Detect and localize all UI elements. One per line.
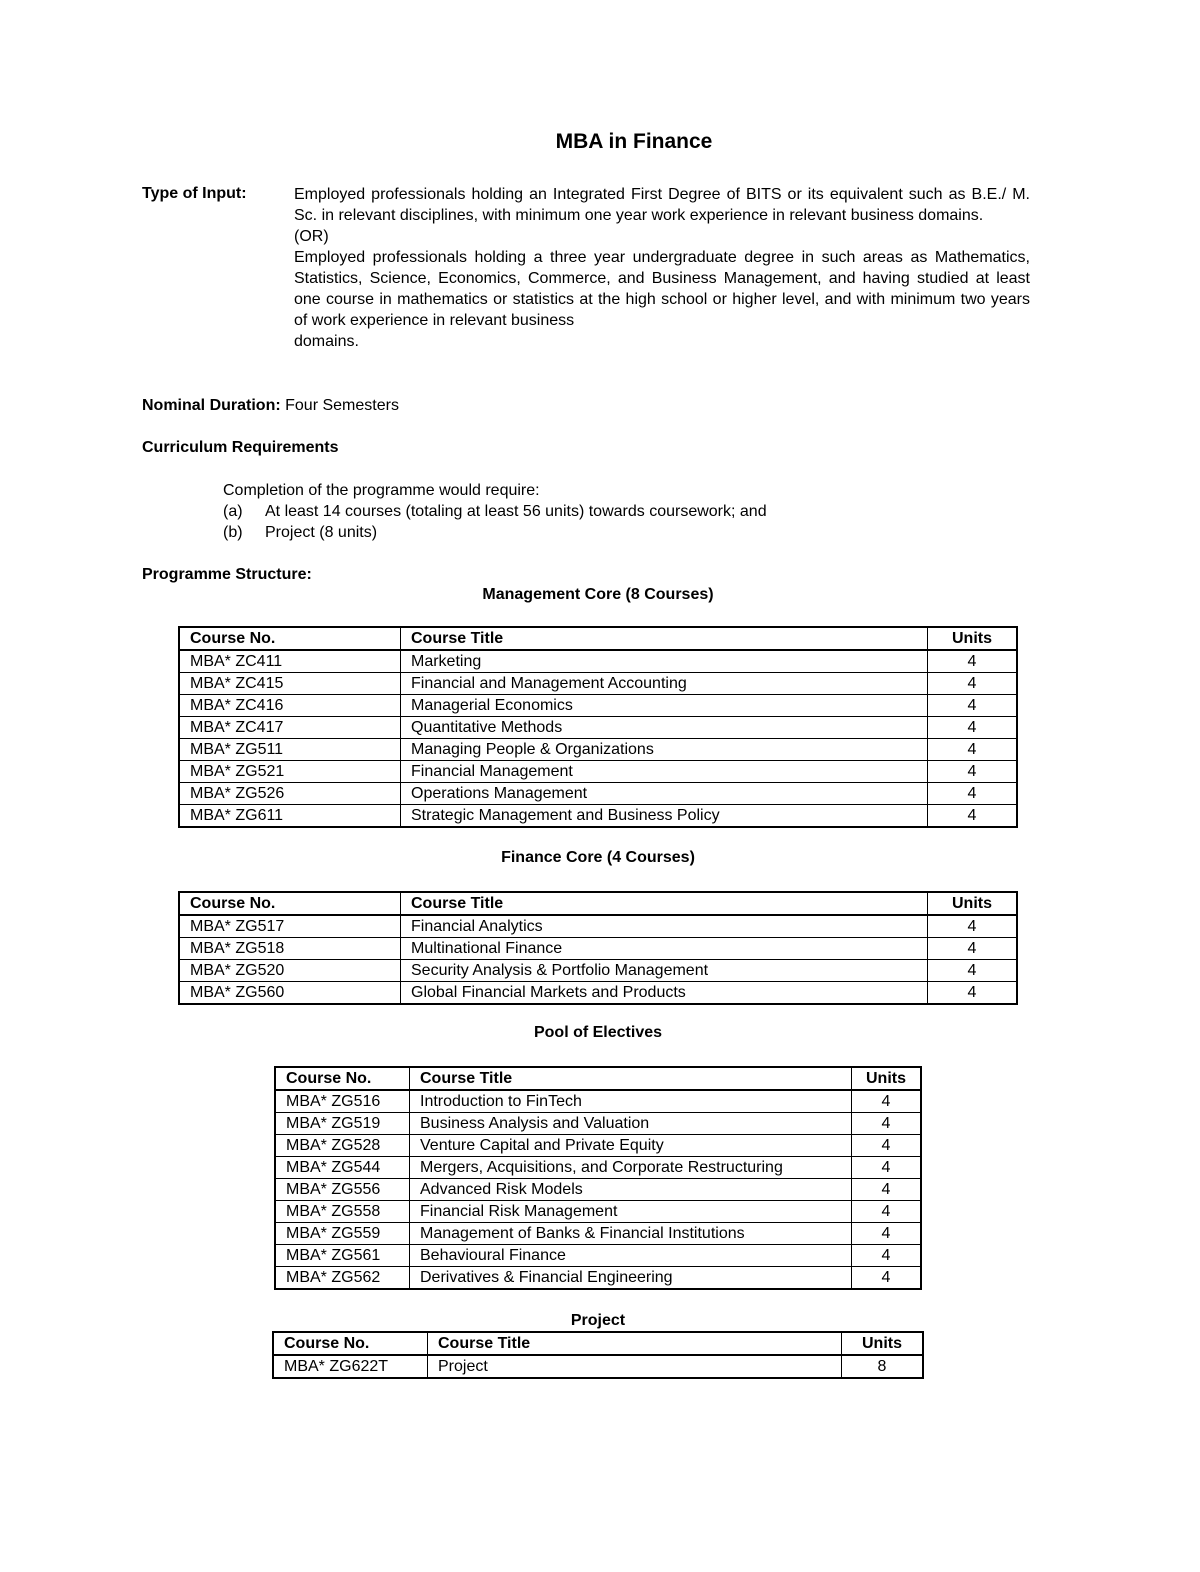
nominal-duration-value: Four Semesters	[285, 397, 399, 414]
course-title-cell: Business Analysis and Valuation	[410, 1113, 852, 1135]
nominal-duration	[142, 397, 399, 415]
course-title-cell: Marketing	[401, 650, 928, 673]
units-cell: 4	[852, 1090, 922, 1113]
course-no-header: Course No.	[275, 1067, 410, 1090]
course-no-cell: MBA* ZG521	[179, 761, 401, 783]
management-core-table	[178, 626, 1018, 828]
course-title-header: Course Title	[401, 892, 928, 915]
type-of-input-label: Type of Input:	[142, 185, 247, 202]
list-marker: (a)	[223, 503, 243, 520]
table-row	[275, 1135, 921, 1157]
course-no-cell: MBA* ZG556	[275, 1179, 410, 1201]
table-row	[179, 783, 1017, 805]
units-cell: 8	[842, 1355, 924, 1378]
list-text: At least 14 courses (totaling at least 56 units) towards coursework; and	[265, 503, 767, 520]
course-no-cell: MBA* ZG560	[179, 982, 401, 1005]
course-title-cell: Managerial Economics	[401, 695, 928, 717]
course-title-cell: Derivatives & Financial Engineering	[410, 1267, 852, 1290]
project-table	[272, 1331, 924, 1379]
course-no-cell: MBA* ZG518	[179, 938, 401, 960]
units-header: Units	[852, 1067, 922, 1090]
units-cell: 4	[928, 982, 1018, 1005]
units-cell: 4	[852, 1179, 922, 1201]
units-header: Units	[842, 1332, 924, 1355]
input-paragraph-2: Employed professionals holding a three year undergraduate degree in such areas as Mathematics, Statistics, Science, Economics, Commerce, and Business Management, and having studied at least one course in mathematics or statistics at the high school or higher level, and with minimum two years of work experience in relevant business	[294, 249, 1030, 329]
project-title: Project	[570, 1312, 626, 1329]
table-row	[275, 1201, 921, 1223]
units-cell: 4	[928, 938, 1018, 960]
table-row	[179, 982, 1017, 1005]
units-cell: 4	[852, 1157, 922, 1179]
table-row	[275, 1223, 921, 1245]
course-no-cell: MBA* ZG519	[275, 1113, 410, 1135]
course-title-header: Course Title	[428, 1332, 842, 1355]
curriculum-label: Curriculum Requirements	[142, 439, 339, 456]
table-row	[275, 1113, 921, 1135]
units-header: Units	[928, 892, 1018, 915]
course-title-cell: Mergers, Acquisitions, and Corporate Restructuring	[410, 1157, 852, 1179]
table-row	[179, 915, 1017, 938]
course-no-header: Course No.	[179, 892, 401, 915]
units-cell: 4	[928, 717, 1018, 739]
table-row	[179, 650, 1017, 673]
course-title-cell: Operations Management	[401, 783, 928, 805]
list-item	[223, 522, 767, 543]
units-cell: 4	[852, 1223, 922, 1245]
table-row	[179, 805, 1017, 828]
course-title-cell: Management of Banks & Financial Institutions	[410, 1223, 852, 1245]
course-title-cell: Security Analysis & Portfolio Management	[401, 960, 928, 982]
management-core-title: Management Core (8 Courses)	[482, 586, 714, 603]
units-cell: 4	[928, 739, 1018, 761]
units-cell: 4	[928, 650, 1018, 673]
course-title-cell: Managing People & Organizations	[401, 739, 928, 761]
course-no-cell: MBA* ZG544	[275, 1157, 410, 1179]
course-title-cell: Global Financial Markets and Products	[401, 982, 928, 1005]
table-row	[179, 938, 1017, 960]
units-cell: 4	[852, 1245, 922, 1267]
curriculum-intro: Completion of the programme would require:	[223, 482, 540, 499]
course-title-cell: Financial Management	[401, 761, 928, 783]
course-title-cell: Financial Risk Management	[410, 1201, 852, 1223]
table-row	[275, 1267, 921, 1290]
course-title-cell: Venture Capital and Private Equity	[410, 1135, 852, 1157]
table-row	[275, 1090, 921, 1113]
course-no-cell: MBA* ZG511	[179, 739, 401, 761]
finance-core-table	[178, 891, 1018, 1005]
table-header-row	[273, 1332, 923, 1355]
course-title-cell: Quantitative Methods	[401, 717, 928, 739]
units-cell: 4	[852, 1113, 922, 1135]
course-title-cell: Advanced Risk Models	[410, 1179, 852, 1201]
input-paragraph-1: Employed professionals holding an Integrated First Degree of BITS or its equivalent such as B.E./ M. Sc. in relevant disciplines, with minimum one year work experience in relevant business domains.	[294, 186, 1030, 224]
course-title-cell: Strategic Management and Business Policy	[401, 805, 928, 828]
course-title-cell: Behavioural Finance	[410, 1245, 852, 1267]
units-cell: 4	[928, 783, 1018, 805]
input-paragraph-2-end: domains.	[294, 333, 359, 350]
course-title-header: Course Title	[401, 627, 928, 650]
programme-structure-label: Programme Structure:	[142, 566, 312, 583]
electives-title: Pool of Electives	[533, 1024, 663, 1041]
course-title-cell: Multinational Finance	[401, 938, 928, 960]
course-no-cell: MBA* ZG559	[275, 1223, 410, 1245]
course-no-header: Course No.	[179, 627, 401, 650]
table-row	[179, 695, 1017, 717]
course-no-cell: MBA* ZC415	[179, 673, 401, 695]
units-header: Units	[928, 627, 1018, 650]
units-cell: 4	[852, 1135, 922, 1157]
course-title-cell: Financial Analytics	[401, 915, 928, 938]
table-row	[179, 673, 1017, 695]
course-no-cell: MBA* ZC411	[179, 650, 401, 673]
table-row	[275, 1245, 921, 1267]
course-title-cell: Project	[428, 1355, 842, 1378]
input-or: (OR)	[294, 228, 329, 245]
units-cell: 4	[928, 805, 1018, 828]
course-no-cell: MBA* ZC416	[179, 695, 401, 717]
units-cell: 4	[928, 915, 1018, 938]
table-header-row	[179, 627, 1017, 650]
units-cell: 4	[928, 761, 1018, 783]
course-no-cell: MBA* ZG517	[179, 915, 401, 938]
table-header-row	[179, 892, 1017, 915]
course-no-cell: MBA* ZG611	[179, 805, 401, 828]
course-title-cell: Introduction to FinTech	[410, 1090, 852, 1113]
table-row	[275, 1179, 921, 1201]
units-cell: 4	[928, 960, 1018, 982]
type-of-input-text	[294, 184, 1030, 352]
units-cell: 4	[852, 1201, 922, 1223]
table-row	[275, 1157, 921, 1179]
course-no-header: Course No.	[273, 1332, 428, 1355]
course-title-header: Course Title	[410, 1067, 852, 1090]
units-cell: 4	[928, 673, 1018, 695]
list-marker: (b)	[223, 524, 243, 541]
course-no-cell: MBA* ZG528	[275, 1135, 410, 1157]
nominal-duration-label: Nominal Duration:	[142, 397, 281, 414]
course-no-cell: MBA* ZG516	[275, 1090, 410, 1113]
page-title: MBA in Finance	[555, 130, 713, 153]
course-no-cell: MBA* ZG526	[179, 783, 401, 805]
list-text: Project (8 units)	[265, 524, 378, 541]
list-item	[223, 501, 767, 522]
course-no-cell: MBA* ZG562	[275, 1267, 410, 1290]
table-row	[179, 761, 1017, 783]
course-no-cell: MBA* ZC417	[179, 717, 401, 739]
curriculum-requirements	[223, 480, 767, 543]
units-cell: 4	[928, 695, 1018, 717]
course-no-cell: MBA* ZG622T	[273, 1355, 428, 1378]
table-row	[179, 717, 1017, 739]
table-row	[273, 1355, 923, 1378]
course-no-cell: MBA* ZG558	[275, 1201, 410, 1223]
finance-core-title: Finance Core (4 Courses)	[501, 849, 695, 866]
table-header-row	[275, 1067, 921, 1090]
units-cell: 4	[852, 1267, 922, 1290]
table-row	[179, 960, 1017, 982]
course-no-cell: MBA* ZG520	[179, 960, 401, 982]
table-row	[179, 739, 1017, 761]
course-no-cell: MBA* ZG561	[275, 1245, 410, 1267]
electives-table	[274, 1066, 922, 1290]
course-title-cell: Financial and Management Accounting	[401, 673, 928, 695]
